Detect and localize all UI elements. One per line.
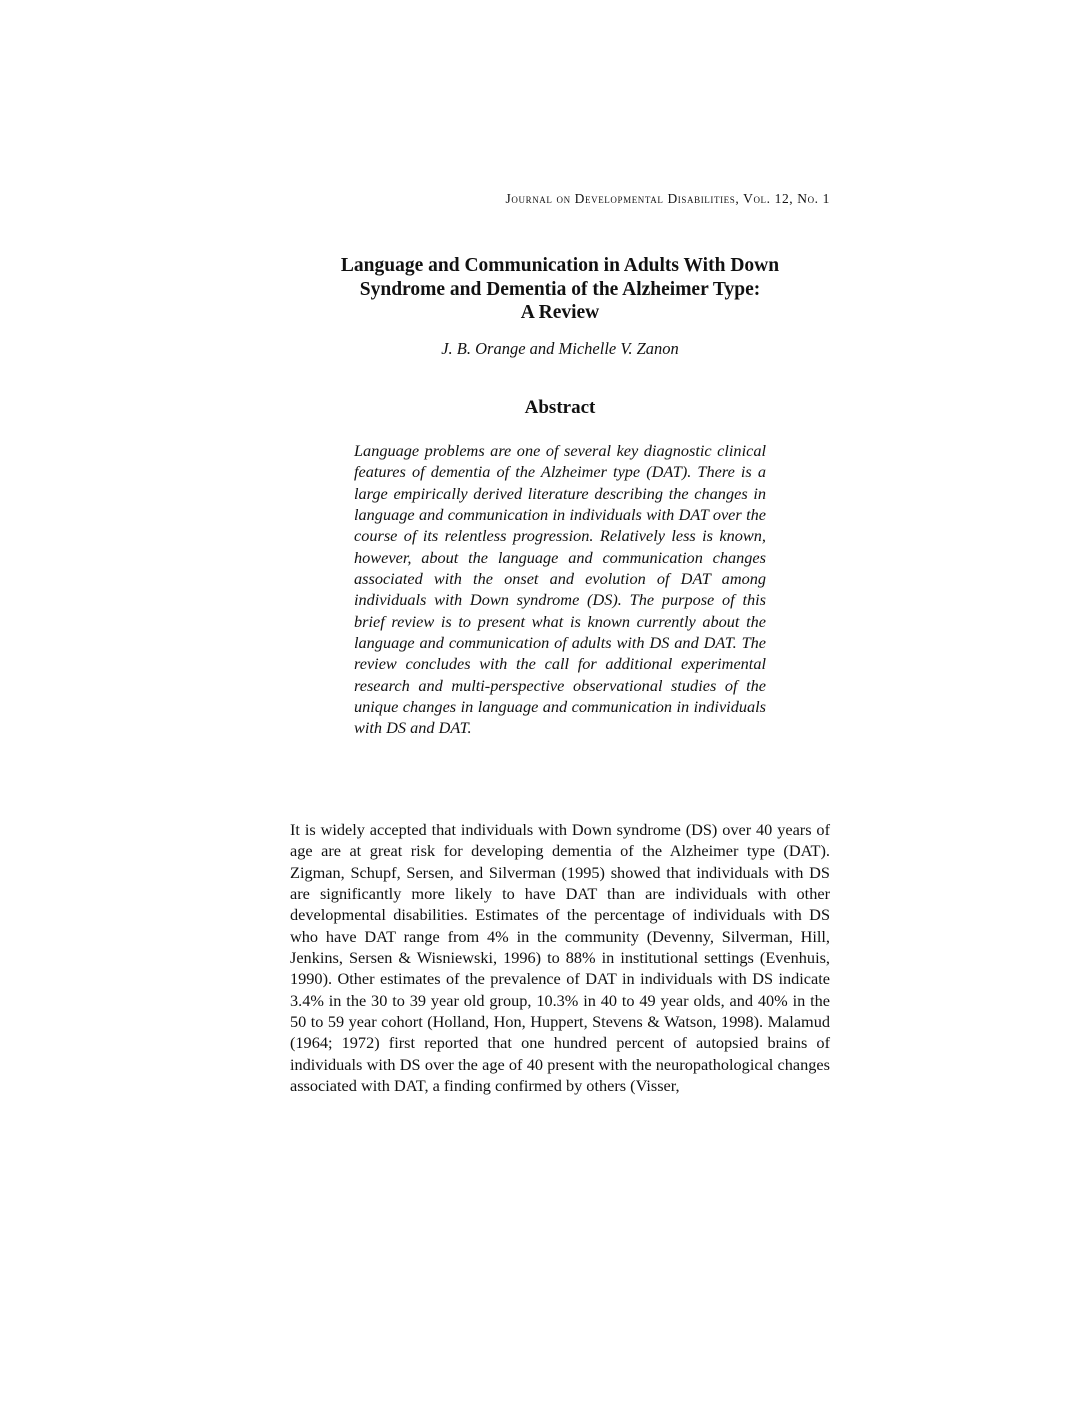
running-head: Journal on Developmental Disabilities, Vol. 12, No. 1 [505, 191, 830, 206]
title-line-2: Syndrome and Dementia of the Alzheimer Type: [359, 278, 761, 300]
title-line-1: Language and Communication in Adults With Down [340, 255, 780, 276]
body-paragraph: It is widely accepted that individuals with Down syndrome (DS) over 40 years of age are at great risk for developing dementia of the Alzheimer type (DAT). Zigman, Schupf, Sersen, and Silverman (1995) showed that individuals with DS are significantly more likely to have DAT than are individuals with other developmental disabilities. Estimates of the percentage of individuals with DS who have DAT range from 4% in the community (Devenny, Silverman, Hill, Jenkins, Sersen & Wisniewski, 1996) to 88% in institutional settings (Evenhuis, 1990). Other estimates of the prevalence of DAT in individuals with DS indicate 3.4% in the 30 to 39 year old group, 10.3% in 40 to 49 year olds, and 40% in the 50 to 59 year cohort (Holland, Hon, Huppert, Stevens & Watson, 1998). Malamud (1964; 1972) first reported that one hundred percent of autopsied brains of individuals with DS over the age of 40 present with the neuropathological changes associated with DAT, a finding confirmed by others (Visser, [290, 820, 830, 1096]
article-title [290, 254, 830, 325]
title-line-3: A Review [520, 302, 600, 323]
abstract-heading: Abstract [524, 397, 596, 418]
article-authors: J. B. Orange and Michelle V. Zanon [441, 339, 679, 358]
abstract-text: Language problems are one of several key diagnostic clinical features of dementia of the Alzheimer type (DAT). There is a large empirically derived literature describing the changes in language and communication in individuals with DAT over the course of its relentless progression. Relatively less is known, however, about the language and communication changes associated with the onset and evolution of DAT among individuals with Down syndrome (DS). The purpose of this brief review is to present what is known currently about the language and communication of adults with DS and DAT. The review concludes with the call for additional experimental research and multi-perspective observational studies of the unique changes in language and communication in individuals with DS and DAT. [354, 441, 766, 738]
